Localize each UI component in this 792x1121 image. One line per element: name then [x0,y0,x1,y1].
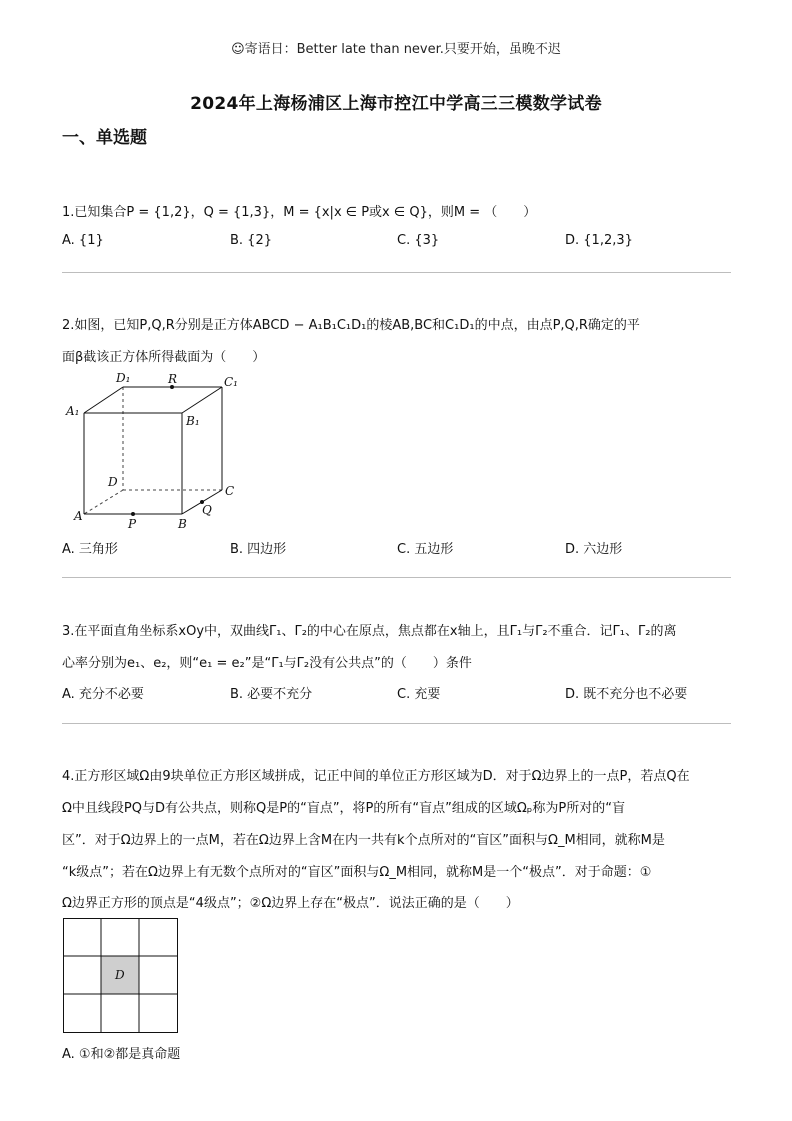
label-c: C [225,484,235,498]
question-1-option-b: B. {2} [230,233,272,248]
point-p [131,512,135,516]
question-3-option-b: B. 必要不充分 [230,687,313,702]
divider [62,272,731,273]
grid-figure [63,918,179,1034]
label-a1: A₁ [66,404,80,418]
question-1-stem: 1.已知集合P = {1,2}，Q = {1,3}，M = {x|x ∈ P或x ∈ Q}，则M = （ ） [62,205,537,220]
section-title: 一、单选题 [62,128,147,148]
question-1-option-a: A. {1} [62,233,104,248]
label-d1: D₁ [116,371,131,385]
divider [62,723,731,724]
question-3-stem-line2: 心率分别为e₁、e₂，则“e₁ = e₂”是“Γ₁与Γ₂没有公共点”的（ ）条件 [62,656,472,671]
cube-figure [60,368,250,533]
question-2-option-c: C. 五边形 [397,542,454,557]
label-q: Q [202,503,212,517]
label-a: A [74,509,83,523]
question-4-stem-line4: “k级点”；若在Ω边界上有无数个点所对的“盲区”面积与Ω_M相同，就称M是一个“极点”．对于命题：① [62,865,652,880]
question-2-option-b: B. 四边形 [230,542,287,557]
label-p: P [128,517,137,531]
question-4-stem-line1: 4.正方形区域Ω由9块单位正方形区域拼成，记正中间的单位正方形区域为D．对于Ω边界上的一点P，若点Q在 [62,769,690,784]
label-c1: C₁ [224,375,238,389]
question-3-option-d: D. 既不充分也不必要 [565,687,688,702]
question-1-option-c: C. {3} [397,233,440,248]
question-2-option-a: A. 三角形 [62,542,118,557]
divider [62,577,731,578]
question-4-stem-line5: Ω边界正方形的顶点是“4级点”；②Ω边界上存在“极点”．说法正确的是（ ） [62,896,519,911]
label-b1: B₁ [186,414,200,428]
label-b: B [178,517,187,531]
question-4-option-a: A. ①和②都是真命题 [62,1047,181,1062]
label-d: D [108,475,118,489]
edge-d-a [84,490,123,514]
question-2-stem-line2: 面β截该正方体所得截面为（ ） [62,350,266,365]
exam-title: 2024年上海杨浦区上海市控江中学高三三模数学试卷 [190,94,602,114]
question-2-stem-line1: 2.如图，已知P,Q,R分别是正方体ABCD − A₁B₁C₁D₁的棱AB,BC和C₁D₁的中点，由点P,Q,R确定的平 [62,318,640,333]
label-d: D [115,968,125,982]
question-3-option-c: C. 充要 [397,687,441,702]
question-3-stem-line1: 3.在平面直角坐标系xOy中，双曲线Γ₁、Γ₂的中心在原点，焦点都在x轴上，且Γ₁与Γ₂不重合．记Γ₁、Γ₂的离 [62,624,677,639]
question-4-stem-line2: Ω中且线段PQ与D有公共点，则称Q是P的“盲点”，将P的所有“盲点”组成的区域Ωₚ称为P所对的“盲 [62,801,625,816]
edge-b1-c1 [182,387,222,413]
question-3-option-a: A. 充分不必要 [62,687,144,702]
question-2-option-d: D. 六边形 [565,542,623,557]
motto-line: ☺寄语日：Better late than never.只要开始，虽晚不迟 [231,42,561,57]
label-r: R [168,372,178,386]
question-1-option-d: D. {1,2,3} [565,233,633,248]
edge-a1-d1 [84,387,123,413]
question-4-stem-line3: 区”．对于Ω边界上的一点M，若在Ω边界上含M在内一共有k个点所对的“盲区”面积与Ω_M相同，就称M是 [62,833,665,848]
